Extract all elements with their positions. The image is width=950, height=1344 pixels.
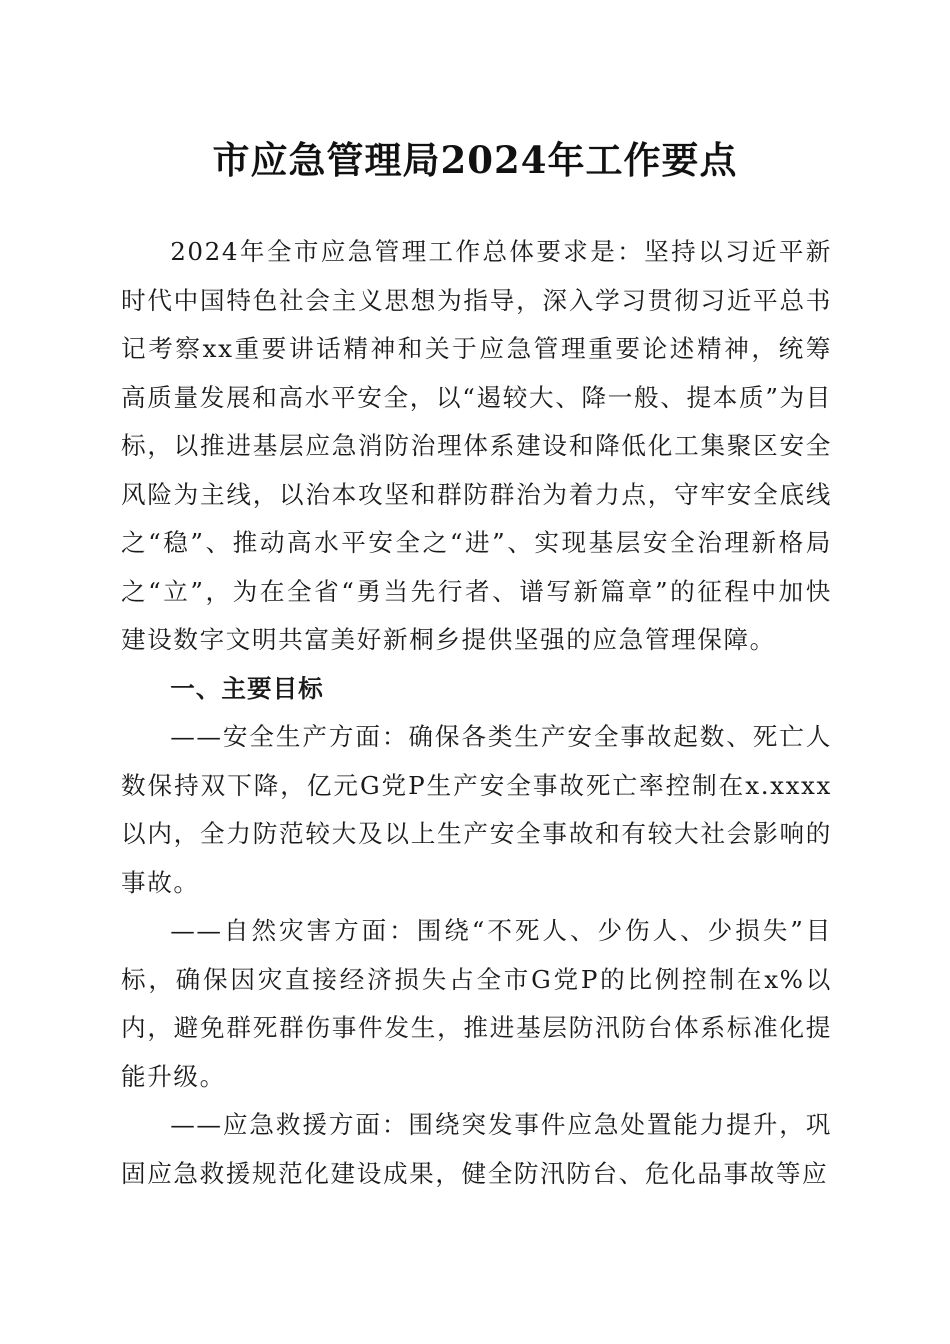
goal-item-emergency-rescue: ——应急救援方面：围绕突发事件应急处置能力提升，巩固应急救援规范化建设成果，健全防汛防台、危化品事故等应: [121, 1110, 832, 1188]
goal-item-safety-production: ——安全生产方面：确保各类生产安全事故起数、死亡人数保持双下降，亿元G党P生产安全事故死亡率控制在x.xxxx以内，全力防范较大及以上生产安全事故和有较大社会影响的事故。: [121, 722, 832, 897]
document-body: [121, 228, 832, 1198]
document-title: 市应急管理局2024年工作要点: [212, 138, 738, 182]
intro-paragraph: 2024年全市应急管理工作总体要求是：坚持以习近平新时代中国特色社会主义思想为指导，深入学习贯彻习近平总书记考察xx重要讲话精神和关于应急管理重要论述精神，统筹高质量发展和高水平安全，以“遏较大、降一般、提本质”为目标，以推进基层应急消防治理体系建设和降低化工集聚区安全风险为主线，以治本攻坚和群防群治为着力点，守牢安全底线之“稳”、推动高水平安全之“进”、实现基层安全治理新格局之“立”，为在全省“勇当先行者、谱写新篇章”的征程中加快建设数字文明共富美好新桐乡提供坚强的应急管理保障。: [121, 237, 832, 654]
goal-item-natural-disaster: ——自然灾害方面：围绕“不死人、少伤人、少损失”目标，确保因灾直接经济损失占全市G党P的比例控制在x%以内，避免群死群伤事件发生，推进基层防汛防台体系标准化提能升级。: [121, 916, 832, 1091]
section-heading: 一、主要目标: [170, 673, 324, 703]
